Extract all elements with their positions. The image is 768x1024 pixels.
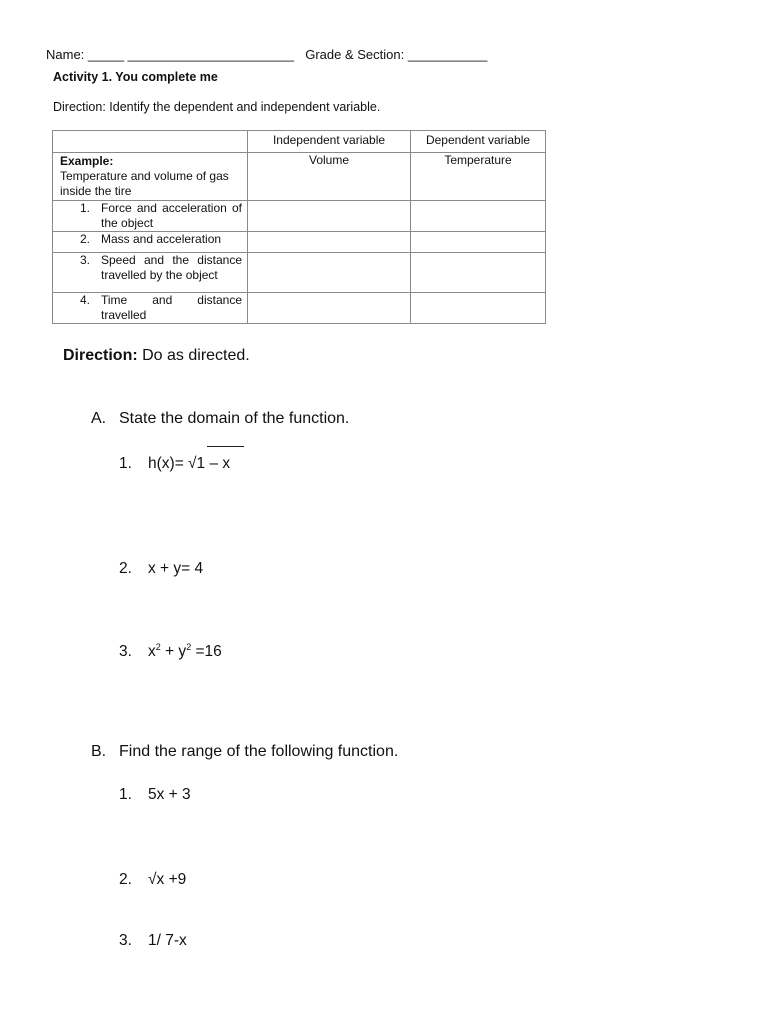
question-text: h(x)= √1 – x	[148, 455, 231, 472]
question-base-x: x	[148, 643, 156, 661]
answer-dependent[interactable]	[411, 232, 546, 253]
answer-dependent[interactable]	[411, 253, 546, 293]
table-header-row	[53, 131, 546, 153]
activity-direction: Direction: Identify the dependent and independent variable.	[53, 100, 381, 114]
grade-section-label: Grade & Section:	[305, 47, 405, 62]
exponent: 2	[155, 642, 161, 652]
radical-overline	[207, 446, 244, 447]
example-text: Temperature and volume of gas inside the tire	[60, 169, 229, 198]
exponent: 2	[186, 642, 192, 652]
question-b1	[119, 786, 191, 804]
variables-table	[52, 130, 546, 324]
item-cell	[53, 201, 248, 232]
table-row	[53, 253, 546, 293]
example-independent: Volume	[248, 153, 411, 201]
question-text: x + y= 4	[148, 560, 204, 577]
question-number: 2.	[119, 560, 132, 577]
item-number: 2.	[80, 232, 91, 246]
item-text: Speed and the distance travelled by the object	[101, 253, 242, 282]
section-a-title: State the domain of the function.	[119, 410, 350, 427]
example-label: Example:	[60, 154, 114, 168]
question-tail: =16	[191, 643, 222, 661]
item-text: Force and acceleration of the object	[101, 201, 242, 230]
section-b-letter: B.	[91, 743, 107, 760]
question-a3	[119, 642, 222, 661]
table-row	[53, 293, 546, 324]
direction-text: Do as directed.	[137, 347, 250, 364]
item-cell	[53, 293, 248, 324]
item-number: 3.	[80, 253, 91, 267]
question-number: 1.	[119, 786, 132, 803]
question-text: 5x + 3	[148, 786, 191, 803]
name-label: Name:	[46, 47, 85, 62]
header-blank-cell	[53, 131, 248, 153]
answer-independent[interactable]	[248, 232, 411, 253]
question-a2	[119, 560, 203, 578]
question-text: 1/ 7-x	[148, 932, 187, 949]
table-row	[53, 232, 546, 253]
item-text: Mass and acceleration	[101, 232, 222, 246]
item-number: 4.	[80, 293, 91, 307]
section-b-title: Find the range of the following function.	[119, 743, 399, 760]
question-text: √x +9	[148, 871, 187, 888]
question-b3	[119, 932, 187, 950]
answer-independent[interactable]	[248, 293, 411, 324]
name-blank[interactable]: _____ _______________________	[87, 47, 294, 62]
question-number: 3.	[119, 932, 132, 949]
item-text: Time and distance travelled	[101, 293, 242, 322]
question-mid: + y	[160, 643, 187, 661]
question-number: 2.	[119, 871, 132, 888]
answer-dependent[interactable]	[411, 293, 546, 324]
item-cell	[53, 232, 248, 253]
header-dependent: Dependent variable	[411, 131, 546, 153]
direction-heading	[63, 347, 250, 365]
name-grade-line	[46, 47, 487, 62]
example-cell	[53, 153, 248, 201]
activity-title: Activity 1. You complete me	[53, 70, 218, 84]
answer-independent[interactable]	[248, 253, 411, 293]
question-number: 1.	[119, 455, 132, 472]
section-b-heading	[91, 743, 398, 761]
section-a-letter: A.	[91, 410, 107, 427]
table-row	[53, 201, 546, 232]
section-a-heading	[91, 410, 349, 428]
direction-label: Direction:	[63, 347, 138, 364]
item-number: 1.	[80, 201, 91, 215]
item-cell	[53, 253, 248, 293]
answer-independent[interactable]	[248, 201, 411, 232]
table-row-example	[53, 153, 546, 201]
question-number: 3.	[119, 643, 132, 661]
question-a1	[119, 455, 230, 473]
answer-dependent[interactable]	[411, 201, 546, 232]
header-independent: Independent variable	[248, 131, 411, 153]
example-dependent: Temperature	[411, 153, 546, 201]
question-b2	[119, 871, 186, 889]
grade-section-blank[interactable]: ___________	[407, 47, 488, 62]
